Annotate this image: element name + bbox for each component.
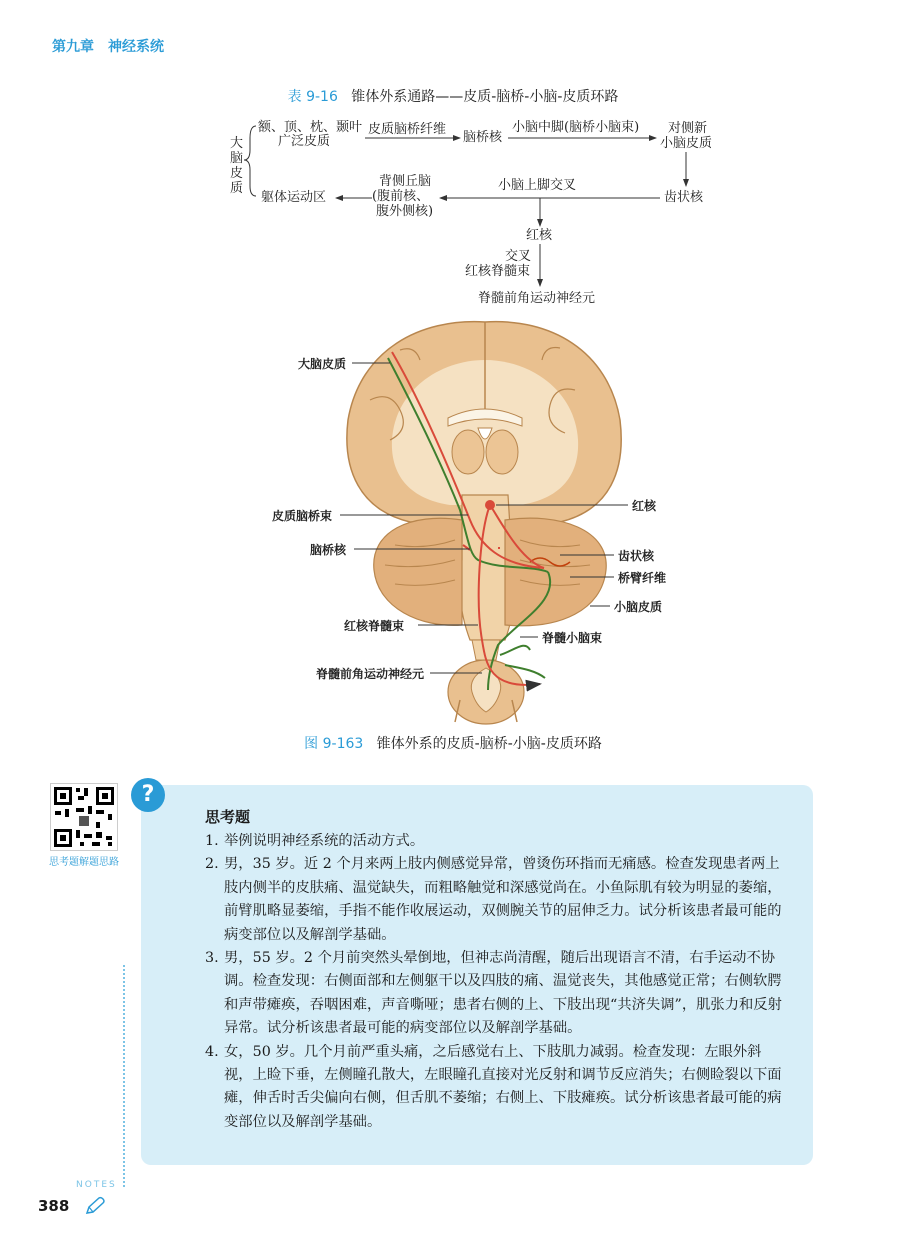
label-red-nucleus: 红核: [632, 499, 657, 513]
question-number: 3.: [205, 950, 219, 967]
margin-dotted-line: [123, 965, 125, 1187]
flow-scp: 小脑上脚交叉: [498, 178, 577, 193]
question-number: 1.: [205, 833, 219, 849]
question-item: [205, 830, 785, 853]
page-number: 388: [38, 1197, 70, 1215]
notes-label: NOTES: [76, 1180, 117, 1190]
flow-cortex: 大脑皮质: [230, 136, 244, 196]
label-corticopontine-tract: 皮质脑桥束: [272, 509, 333, 523]
flow-lobes-1: 额、顶、枕、颞叶: [258, 120, 363, 135]
label-rubrospinal-tract: 红核脊髓束: [344, 619, 405, 633]
flow-motor-area: 躯体运动区: [261, 190, 327, 205]
flow-red-nucleus: 红核: [526, 228, 553, 243]
flow-rubrospinal: 红核脊髓束: [465, 264, 531, 279]
flow-mcp: 小脑中脚(脑桥小脑束): [512, 120, 640, 135]
flow-thalamus-2: (腹前核、: [372, 189, 430, 204]
chapter-header: 第九章 神经系统: [52, 39, 164, 55]
label-pontocerebellar-fibers: 桥臂纤维: [618, 571, 667, 585]
label-cerebellar-cortex: 小脑皮质: [614, 600, 663, 614]
flow-fiber: 皮质脑桥纤维: [368, 122, 447, 137]
figure-caption: [0, 733, 906, 753]
question-number: 2.: [205, 856, 219, 873]
question-text: 举例说明神经系统的活动方式。: [224, 833, 425, 849]
questions-title: 思考题: [205, 808, 251, 826]
flow-contra-2: 小脑皮质: [660, 136, 713, 151]
table-title: 锥体外系通路——皮质-脑桥-小脑-皮质环路: [351, 89, 619, 105]
question-text: 女，50 岁。几个月前严重头痛，之后感觉右上、下肢肌力减弱。检查发现：左眼外斜视，上睑下垂，左侧瞳孔散大，左眼瞳孔直接对光反射和调节反应消失；右侧睑裂以下面瘫，伸舌时舌尖偏向右侧，但舌肌不萎缩；右侧上、下肢瘫痪。试分析该患者最可能的病变部位以及解剖学基础。: [224, 1043, 782, 1130]
question-item: [205, 1041, 785, 1135]
qr-caption: 思考题解题思路: [49, 857, 119, 868]
pencil-icon: [84, 1196, 106, 1216]
flow-spinal-neuron: 脊髓前角运动神经元: [478, 291, 596, 306]
label-pontine-nucleus: 脑桥核: [310, 543, 347, 557]
table-number: 表 9-16: [287, 89, 338, 105]
flow-lobes-2: 广泛皮质: [278, 134, 331, 149]
question-text: 男，35 岁。近 2 个月来两上肢内侧感觉异常，曾烫伤环指而无痛感。检查发现患者两上肢内侧半的皮肤痛、温觉缺失，而粗略触觉和深感觉尚在。小鱼际肌有较为明显的萎缩，前臂肌略显萎缩，手指不能作收展运动，双侧腕关节的屈伸乏力。试分析该患者最可能的病变部位以及解剖学基础。: [224, 856, 782, 943]
label-anterior-horn: 脊髓前角运动神经元: [316, 667, 425, 681]
questions-list: [205, 830, 785, 1134]
qr-code[interactable]: [50, 783, 118, 851]
label-spinocerebellar-tract: 脊髓小脑束: [542, 631, 603, 645]
question-item: [205, 853, 785, 947]
flow-pontine: 脑桥核: [463, 130, 503, 145]
question-mark-icon: ?: [131, 778, 165, 812]
flow-thalamus-1: 背侧丘脑: [379, 174, 432, 189]
flow-cross: 交叉: [505, 249, 532, 264]
qr-code-icon: [51, 784, 117, 850]
question-number: 4.: [205, 1043, 219, 1060]
label-cerebral-cortex: 大脑皮质: [298, 357, 347, 371]
figure-title: 锥体外系的皮质-脑桥-小脑-皮质环路: [376, 736, 602, 752]
question-text: 男，55 岁。2 个月前突然头晕倒地，但神志尚清醒，随后出现语言不清，右手运动不协调。检查发现：右侧面部和左侧躯干以及四肢的痛、温觉丧失，其他感觉正常；右侧软腭和声带瘫痪，吞咽困难，声音嘶哑；患者右侧的上、下肢出现“共济失调”，肌张力和反射异常。试分析该患者最可能的病变部位以及解剖学基础。: [224, 950, 782, 1037]
label-dentate-nucleus: 齿状核: [618, 549, 655, 563]
question-item: [205, 947, 785, 1041]
figure-number: 图 9-163: [304, 736, 364, 752]
flow-contra-1: 对侧新: [668, 121, 708, 136]
flow-dentate: 齿状核: [664, 190, 704, 205]
flow-thalamus-3: 腹外侧核): [376, 204, 434, 219]
